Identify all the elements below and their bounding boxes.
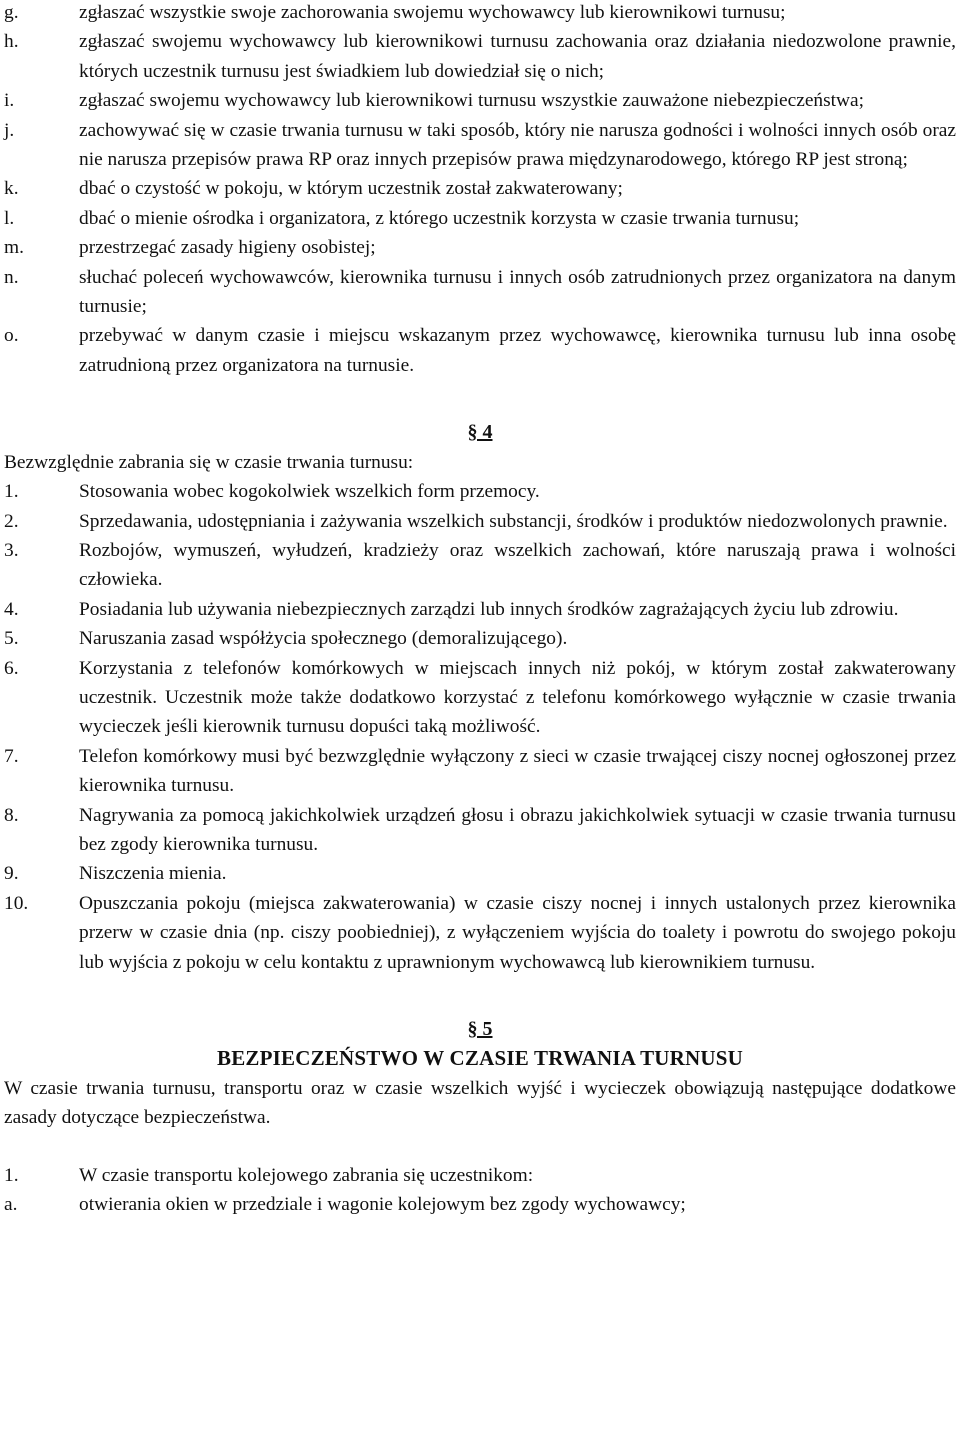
prohibitions-list (4, 477, 956, 977)
list-marker: j. (4, 119, 15, 141)
list-item-text: otwierania okien w przedziale i wagonie kolejowym bez zgody wychowawcy; (79, 1194, 686, 1216)
list-item (4, 233, 956, 262)
list-marker: 1. (4, 481, 19, 503)
list-marker: 6. (4, 657, 19, 679)
list-item-text: Sprzedawania, udostępniania i zażywania wszelkich substancji, środków i produktów niedozwolonych prawnie. (79, 510, 948, 532)
list-item-text: W czasie transportu kolejowego zabrania się uczestnikom: (79, 1164, 534, 1186)
list-item (4, 174, 956, 203)
list-marker: 9. (4, 863, 19, 885)
list-marker: 3. (4, 539, 19, 561)
list-item-text: Nagrywania za pomocą jakichkolwiek urządzeń głosu i obrazu jakichkolwiek sytuacji w czasie trwania turnusu bez zgody kierownika turnusu. (79, 804, 956, 855)
list-item (4, 595, 956, 624)
list-item-text: Naruszania zasad współżycia społecznego (demoralizującego). (79, 628, 568, 650)
section-5-intro: W czasie trwania turnusu, transportu oraz w czasie wszelkich wyjść i wycieczek obowiązują następujące dodatkowe zasady dotyczące bezpieczeństwa. (4, 1077, 956, 1129)
list-item-text: Posiadania lub używania niebezpiecznych zarządzi lub innych środków zagrażających życiu lub zdrowiu. (79, 598, 899, 620)
list-marker: 4. (4, 598, 19, 620)
list-item (4, 321, 956, 380)
list-item (4, 1190, 956, 1219)
spacer (4, 380, 956, 418)
list-item (4, 263, 956, 322)
list-item-text: Rozbojów, wymuszeń, wyłudzeń, kradzieży oraz wszelkich zachowań, które naruszają prawa i wolności człowieka. (79, 539, 956, 591)
list-marker: g. (4, 2, 19, 23)
list-item-text: dbać o czystość w pokoju, w którym uczestnik został zakwaterowany; (79, 178, 623, 200)
list-marker: 5. (4, 628, 19, 650)
list-marker: a. (4, 1194, 18, 1216)
list-item-text: słuchać poleceń wychowawców, kierownika turnusu i innych osób zatrudnionych przez organizatora na danym turnusie; (79, 266, 956, 318)
list-item (4, 0, 956, 27)
section-4-intro: Bezwzględnie zabrania się w czasie trwania turnusu: (4, 451, 414, 473)
list-item (4, 801, 956, 860)
list-marker: 10. (4, 892, 29, 914)
list-item-text: zgłaszać swojemu wychowawcy lub kierownikowi turnusu wszystkie zauważone niebezpieczeństwa; (79, 90, 865, 112)
list-item-text: Telefon komórkowy musi być bezwzględnie wyłączony z sieci w czasie trwającej ciszy nocnej ogłoszonej przez kierownika turnusu. (79, 745, 956, 797)
section-number: § 4 (467, 421, 493, 444)
list-item (4, 1161, 956, 1190)
list-marker: 7. (4, 745, 19, 767)
list-marker: l. (4, 207, 15, 229)
list-item-text: dbać o mienie ośrodka i organizatora, z którego uczestnik korzysta w czasie trwania turnusu; (79, 207, 800, 229)
list-item (4, 27, 956, 86)
list-item-text: zgłaszać swojemu wychowawcy lub kierownikowi turnusu zachowania oraz działania niedozwolone prawnie, których uczestnik turnusu jest świadkiem lub dowiedział się o nich; (79, 31, 956, 82)
list-item (4, 536, 956, 595)
list-item (4, 889, 956, 977)
list-marker: 1. (4, 1164, 19, 1186)
section-number: § 5 (467, 1018, 493, 1040)
list-item (4, 859, 956, 888)
list-marker: n. (4, 266, 19, 288)
rules-list (4, 0, 956, 380)
list-item (4, 116, 956, 175)
list-item-text: przestrzegać zasady higieny osobistej; (79, 237, 376, 259)
section-5-title: BEZPIECZEŃSTWO W CZASIE TRWANIA TURNUSU (216, 1046, 743, 1071)
list-item-text: Opuszczania pokoju (miejsca zakwaterowania) w czasie ciszy nocnej i innych ustalonych przez kierownika przerw w czasie dnia (np. ciszy poobiedniej), z wyłączeniem wyjścia do toalety i powrotu do swojego pokoju lub wyjścia z pokoju w celu kontaktu z uprawnionym wychowawcą lub kierownikiem turnusu. (79, 892, 956, 973)
list-item (4, 507, 956, 536)
spacer (4, 977, 956, 1015)
list-item (4, 477, 956, 506)
list-item-text: przebywać w danym czasie i miejscu wskazanym przez wychowawcę, kierownika turnusu lub inna osobę zatrudnioną przez organizatora na turnusie. (79, 325, 956, 376)
spacer (4, 1133, 956, 1161)
list-marker: o. (4, 325, 19, 347)
list-item (4, 654, 956, 742)
list-item-text: Niszczenia mienia. (79, 863, 227, 885)
list-marker: 8. (4, 804, 19, 826)
list-marker: 2. (4, 510, 19, 532)
list-item (4, 204, 956, 233)
list-item (4, 742, 956, 801)
section-5-heading (4, 1015, 956, 1044)
document-page (4, 0, 956, 1219)
list-marker: h. (4, 31, 19, 53)
list-item-text: Stosowania wobec kogokolwiek wszelkich form przemocy. (79, 481, 540, 503)
list-item (4, 86, 956, 115)
list-marker: m. (4, 237, 24, 259)
list-item-text: Korzystania z telefonów komórkowych w miejscach innych niż pokój, w którym został zakwaterowany uczestnik. Uczestnik może także dodatkowo korzystać z telefonu komórkowego wyłącznie w czasie trwania wycieczek jeśli kierownik turnusu dopuści taką możliwość. (79, 657, 956, 738)
section-4-heading (4, 418, 956, 447)
list-item-text: zachowywać się w czasie trwania turnusu w taki sposób, który nie narusza godności i wolności innych osób oraz nie narusza przepisów prawa RP oraz innych przepisów prawa międzynarodowego, którego RP jest stroną; (79, 119, 956, 171)
list-marker: k. (4, 178, 19, 200)
list-item (4, 624, 956, 653)
list-marker: i. (4, 90, 15, 112)
list-item-text: zgłaszać wszystkie swoje zachorowania swojemu wychowawcy lub kierownikowi turnusu; (79, 2, 786, 23)
